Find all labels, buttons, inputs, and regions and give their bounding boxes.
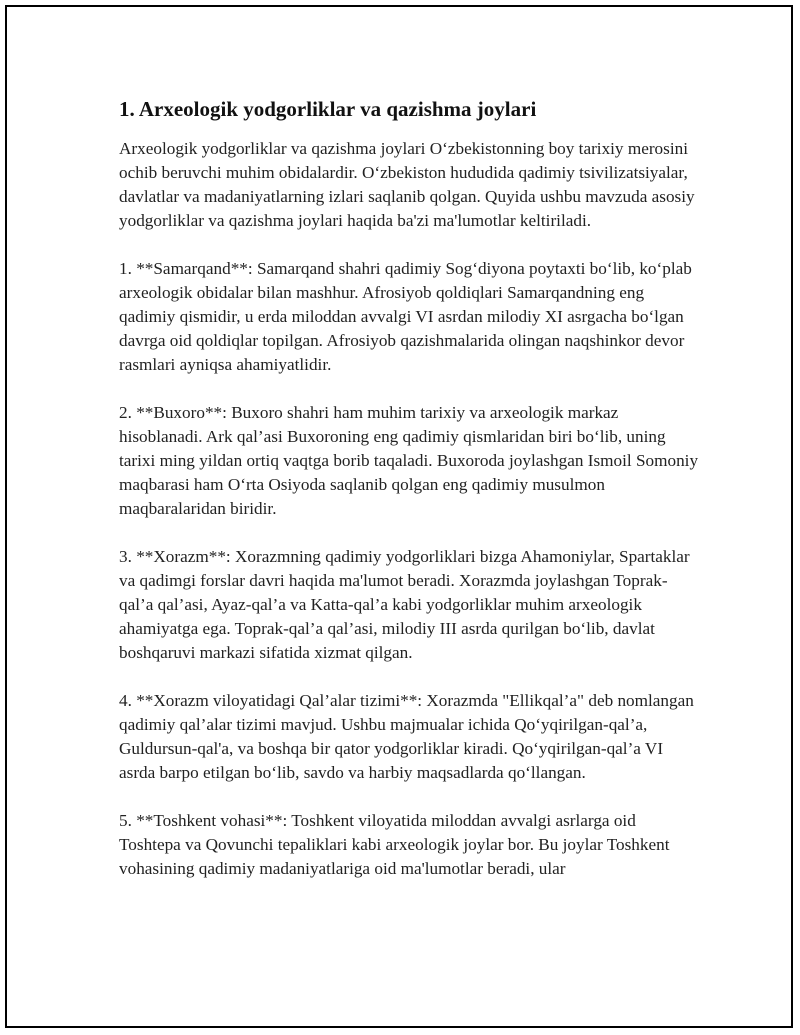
paragraph-buxoro: 2. **Buxoro**: Buxoro shahri ham muhim tarixiy va arxeologik markaz hisoblanadi. Ark qal’asi Buxoroning eng qadimiy qismlaridan biri bo‘lib, uning tarixi ming yildan ortiq vaqtga borib taqaladi. Buxoroda joylashgan Ismoil Somoniy maqbarasi ham O‘rta Osiyoda saqlanib qolgan eng qadimiy musulmon maqbaralaridan biridir.: [119, 403, 699, 518]
paragraph-qalalar-tizimi: 4. **Xorazm viloyatidagi Qal’alar tizimi**: Xorazmda "Ellikqal’a" deb nomlangan qadimiy qal’alar tizimi mavjud. Ushbu majmualar ichida Qo‘yqirilgan-qal’a, Guldursun-qal'a, va boshqa bir qator yodgorliklar kiradi. Qo‘yqirilgan-qal’a VI asrda barpo etilgan bo‘lib, savdo va harbiy maqsadlarda qo‘llangan.: [119, 691, 694, 782]
paragraph-xorazm: 3. **Xorazm**: Xorazmning qadimiy yodgorliklari bizga Ahamoniylar, Spartaklar va qadimgi forslar davri haqida ma'lumot beradi. Xorazmda joylashgan Toprak-qal’a qal’asi, Ayaz-qal’a va Katta-qal’a kabi yodgorliklar muhim arxeologik ahamiyatga ega. Toprak-qal’a qal’asi, milodiy III asrda qurilgan bo‘lib, davlat boshqaruvi markazi sifatida xizmat qilgan.: [119, 547, 690, 662]
document-content: [119, 95, 699, 905]
intro-paragraph: Arxeologik yodgorliklar va qazishma joylari O‘zbekistonning boy tarixiy merosini ochib beruvchi muhim obidalardir. O‘zbekiston hududida qadimiy tsivilizatsiyalar, davlatlar va madaniyatlarning izlari saqlanib qolgan. Quyida ushbu mavzuda asosiy yodgorliklar va qazishma joylari haqida ba'zi ma'lumotlar keltiriladi.: [119, 139, 695, 230]
paragraph-toshkent-vohasi: 5. **Toshkent vohasi**: Toshkent viloyatida miloddan avvalgi asrlarga oid Toshtepa va Qovunchi tepaliklari kabi arxeologik joylar bor. Bu joylar Toshkent vohasining qadimiy madaniyatlariga oid ma'lumotlar beradi, ular: [119, 811, 670, 878]
paragraph-samarqand: 1. **Samarqand**: Samarqand shahri qadimiy Sog‘diyona poytaxti bo‘lib, ko‘plab arxeologik obidalar bilan mashhur. Afrosiyob qoldiqlari Samarqandning eng qadimiy qismidir, u erda miloddan avvalgi VI asrdan milodiy XI asrgacha bo‘lgan davrga oid qoldiqlar topilgan. Afrosiyob qazishmalarida olingan naqshinkor devor rasmlari ayniqsa ahamiyatlidir.: [119, 259, 692, 374]
section-heading: 1. Arxeologik yodgorliklar va qazishma joylari: [119, 97, 537, 121]
document-page: [5, 5, 793, 1028]
